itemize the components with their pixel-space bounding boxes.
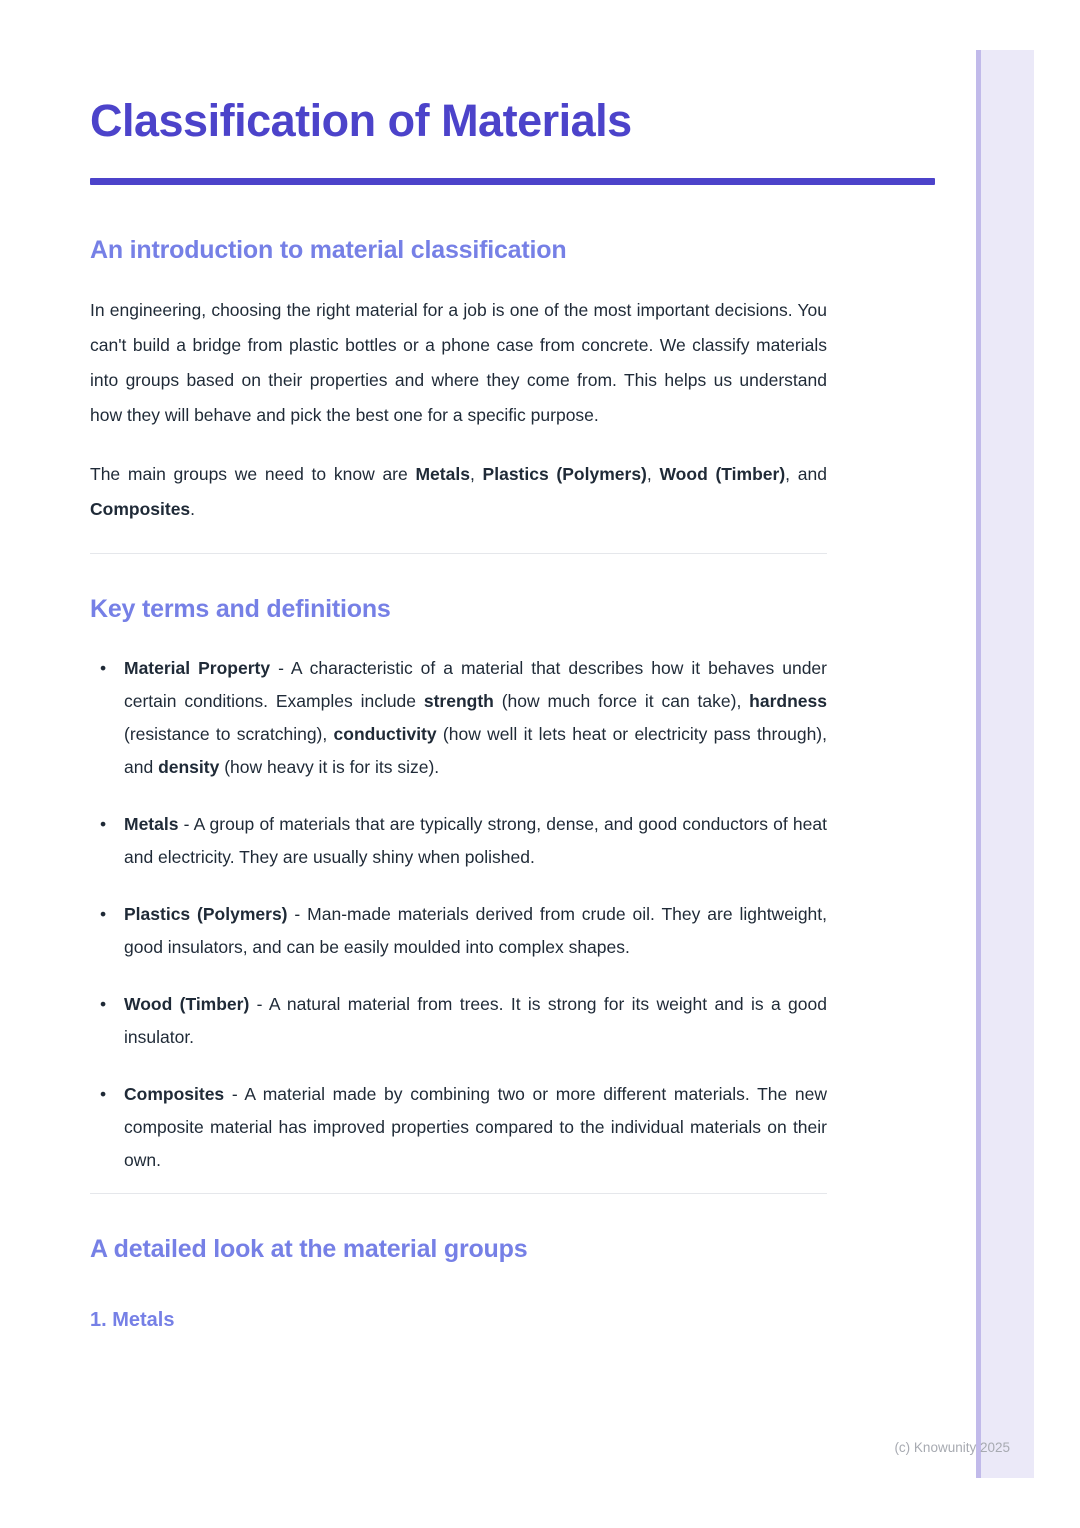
page-title: Classification of Materials <box>90 95 632 146</box>
bullet-icon: • <box>100 813 107 834</box>
title-underline <box>90 178 935 185</box>
section-heading-detailed-look: A detailed look at the material groups <box>90 1234 528 1263</box>
section-heading-introduction: An introduction to material classification <box>90 235 567 264</box>
list-item-text: Metals - A group of materials that are typically strong, dense, and good conductors of heat and electricity. They are usually shiny when polished. <box>124 813 827 867</box>
section-divider <box>90 553 827 554</box>
subsection-heading-metals: 1. Metals <box>90 1308 175 1331</box>
list-item-wood <box>90 988 827 1054</box>
bullet-icon: • <box>100 1083 107 1104</box>
list-item-material-property <box>90 652 827 784</box>
list-item-text: Composites - A material made by combining two or more different materials. The new composite material has improved properties compared to the individual materials on their own. <box>124 1083 827 1170</box>
intro-paragraph-1: In engineering, choosing the right material for a job is one of the most important decisions. You can't build a bridge from plastic bottles or a phone case from concrete. We classify materials into groups based on their properties and where they come from. This helps us understand how they will behave and pick the best one for a specific purpose. <box>90 299 827 425</box>
list-item-composites <box>90 1078 827 1177</box>
list-item-text: Material Property - A characteristic of a material that describes how it behaves under certain conditions. Examples include strength (how much force it can take), hardness (resistance to scratching), conductivity (how well it lets heat or electricity pass through), and density (how heavy it is for its size). <box>124 657 827 777</box>
list-item-text: Plastics (Polymers) - Man-made materials derived from crude oil. They are lightweight, good insulators, and can be easily moulded into complex shapes. <box>124 903 828 957</box>
intro-paragraph-2: The main groups we need to know are Metals, Plastics (Polymers), Wood (Timber), and Composites. <box>90 463 827 519</box>
bullet-icon: • <box>100 993 107 1014</box>
key-terms-list <box>90 652 827 1177</box>
bullet-icon: • <box>100 903 107 924</box>
list-item-plastics <box>90 898 827 964</box>
right-margin-stripe <box>976 50 1034 1478</box>
section-heading-key-terms: Key terms and definitions <box>90 594 391 623</box>
document-content <box>90 0 827 1332</box>
section-divider <box>90 1193 827 1194</box>
bullet-icon: • <box>100 657 107 678</box>
list-item-metals <box>90 808 827 874</box>
list-item-text: Wood (Timber) - A natural material from trees. It is strong for its weight and is a good insulator. <box>124 993 827 1047</box>
footer-copyright: (c) Knowunity 2025 <box>894 1440 1010 1455</box>
